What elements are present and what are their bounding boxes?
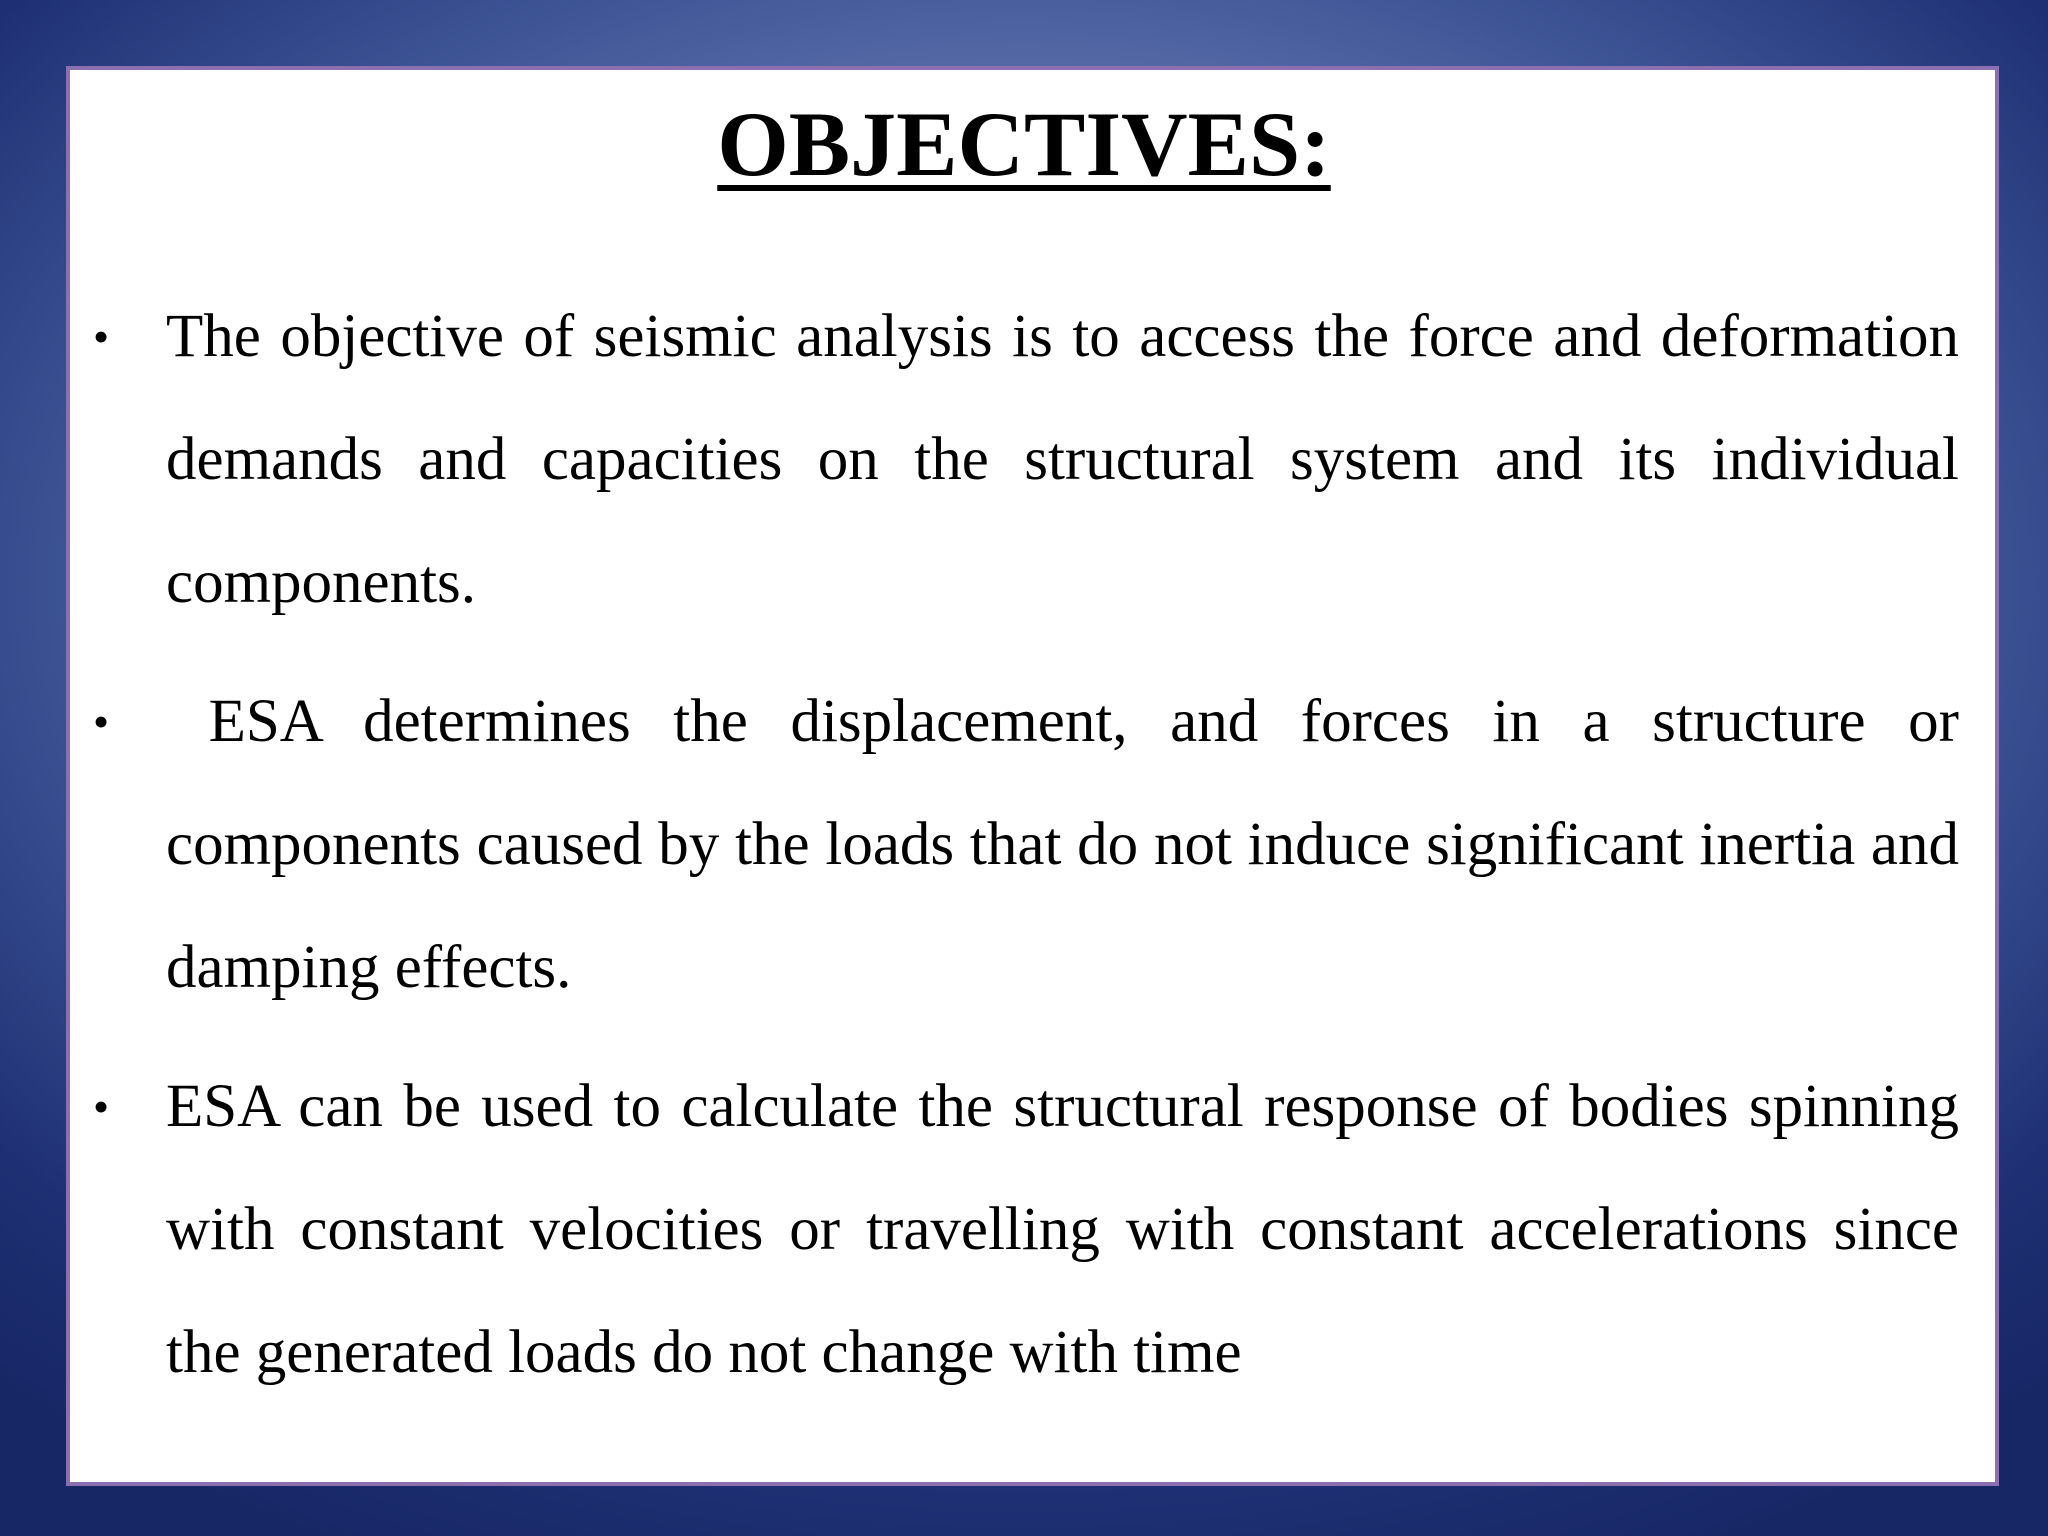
- bullet-dot-icon: •: [92, 311, 110, 362]
- bullet-text-1: The objective of seismic analysis is to access the force and deformation demands and capacities on the structural system and its individual components.: [166, 303, 1959, 616]
- bullet-dot-icon: •: [92, 696, 110, 747]
- bullet-text-3: ESA can be used to calculate the structural response of bodies spinning with constant velocities or travelling with constant accelerations since the generated loads do not change with time: [166, 1073, 1959, 1386]
- bullet-item-2: [92, 660, 1959, 1029]
- slide-title-text: OBJECTIVES:: [717, 93, 1331, 195]
- bullet-text-2: ESA determines the displacement, and forces in a structure or components caused by the loads that do not induce significant inertia and damping effects.: [166, 688, 1959, 1001]
- bullet-item-3: [92, 1045, 1959, 1414]
- slide-title: [0, 93, 2048, 195]
- bullet-dot-icon: •: [92, 1081, 110, 1132]
- bullet-item-1: [92, 275, 1959, 644]
